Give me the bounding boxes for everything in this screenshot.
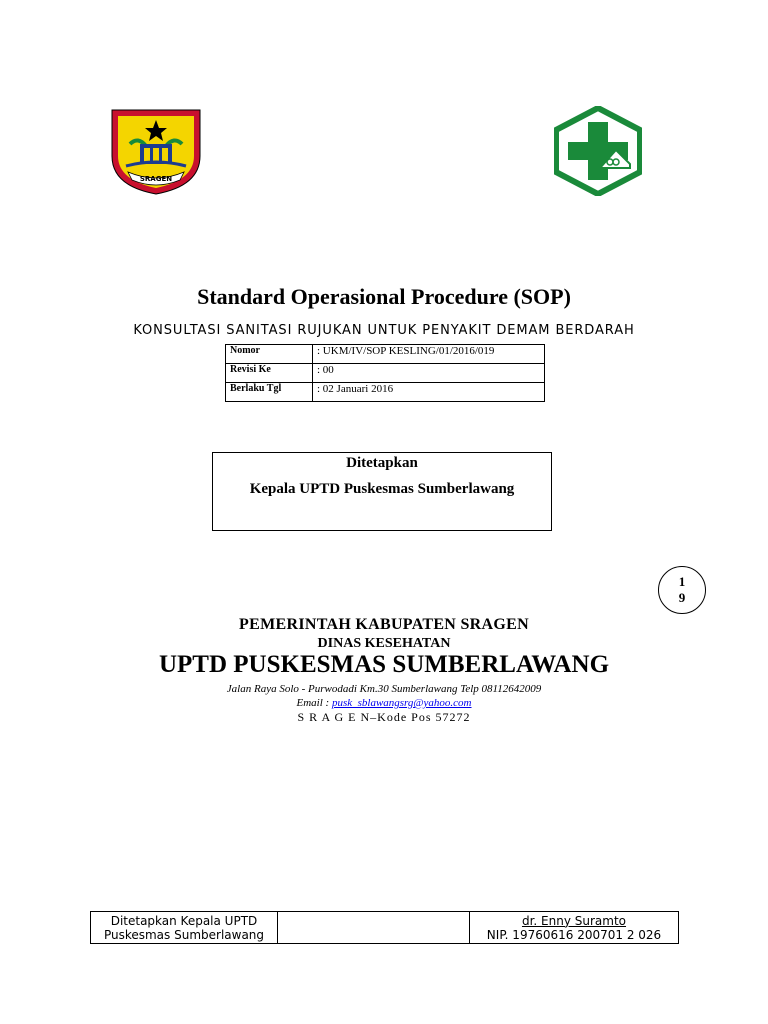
signature-left-line2: Puskesmas Sumberlawang	[103, 927, 265, 942]
kabupaten-sragen-emblem	[108, 106, 204, 196]
uptd-heading: UPTD PUSKESMAS SUMBERLAWANG	[158, 651, 610, 678]
email-line	[0, 697, 768, 709]
meta-row-berlaku	[226, 383, 545, 402]
meta-value: : 02 Januari 2016	[313, 383, 545, 402]
page-number-badge	[658, 566, 706, 614]
page-number-line1: 1	[678, 574, 686, 589]
signature-left-cell	[91, 912, 278, 944]
signature-row	[91, 912, 679, 944]
email-link[interactable]: pusk_sblawangsrg@yahoo.com	[331, 697, 472, 709]
ditetapkan-title: Ditetapkan	[346, 455, 418, 471]
svg-text:SRAGEN: SRAGEN	[139, 175, 173, 183]
meta-value: : 00	[313, 364, 545, 383]
email-label: Email :	[296, 697, 332, 709]
address-line: Jalan Raya Solo - Purwodadi Km.30 Sumberlawang Telp 08112642009	[226, 683, 542, 695]
signatory-nip: NIP. 19760616 200701 2 026	[486, 927, 662, 942]
ditetapkan-box	[212, 452, 552, 531]
signature-blank-cell	[278, 912, 470, 944]
ditetapkan-name: Kepala UPTD Puskesmas Sumberlawang	[249, 481, 515, 497]
meta-row-revisi	[226, 364, 545, 383]
meta-label: Nomor	[226, 345, 313, 364]
document-subtitle: KONSULTASI SANITASI RUJUKAN UNTUK PENYAKIT DEMAM BERDARAH	[133, 323, 635, 338]
sop-meta-table	[225, 344, 545, 402]
meta-row-nomor	[226, 345, 545, 364]
signatory-name: dr. Enny Suramto	[521, 913, 627, 928]
meta-label: Revisi Ke	[226, 364, 313, 383]
document-title: Standard Operasional Procedure (SOP)	[197, 284, 571, 309]
city-postcode-line: S R A G E N–Kode Pos 57272	[297, 710, 471, 724]
page-number-line2: 9	[678, 590, 686, 605]
government-heading: PEMERINTAH KABUPATEN SRAGEN	[239, 616, 529, 633]
ministry-of-health-cross-logo	[554, 106, 642, 196]
dinas-heading: DINAS KESEHATAN	[317, 636, 451, 651]
signature-right-cell	[470, 912, 679, 944]
signature-table	[90, 911, 679, 944]
signature-left-line1: Ditetapkan Kepala UPTD	[110, 913, 258, 928]
meta-value: : UKM/IV/SOP KESLING/01/2016/019	[313, 345, 545, 364]
meta-label: Berlaku Tgl	[226, 383, 313, 402]
